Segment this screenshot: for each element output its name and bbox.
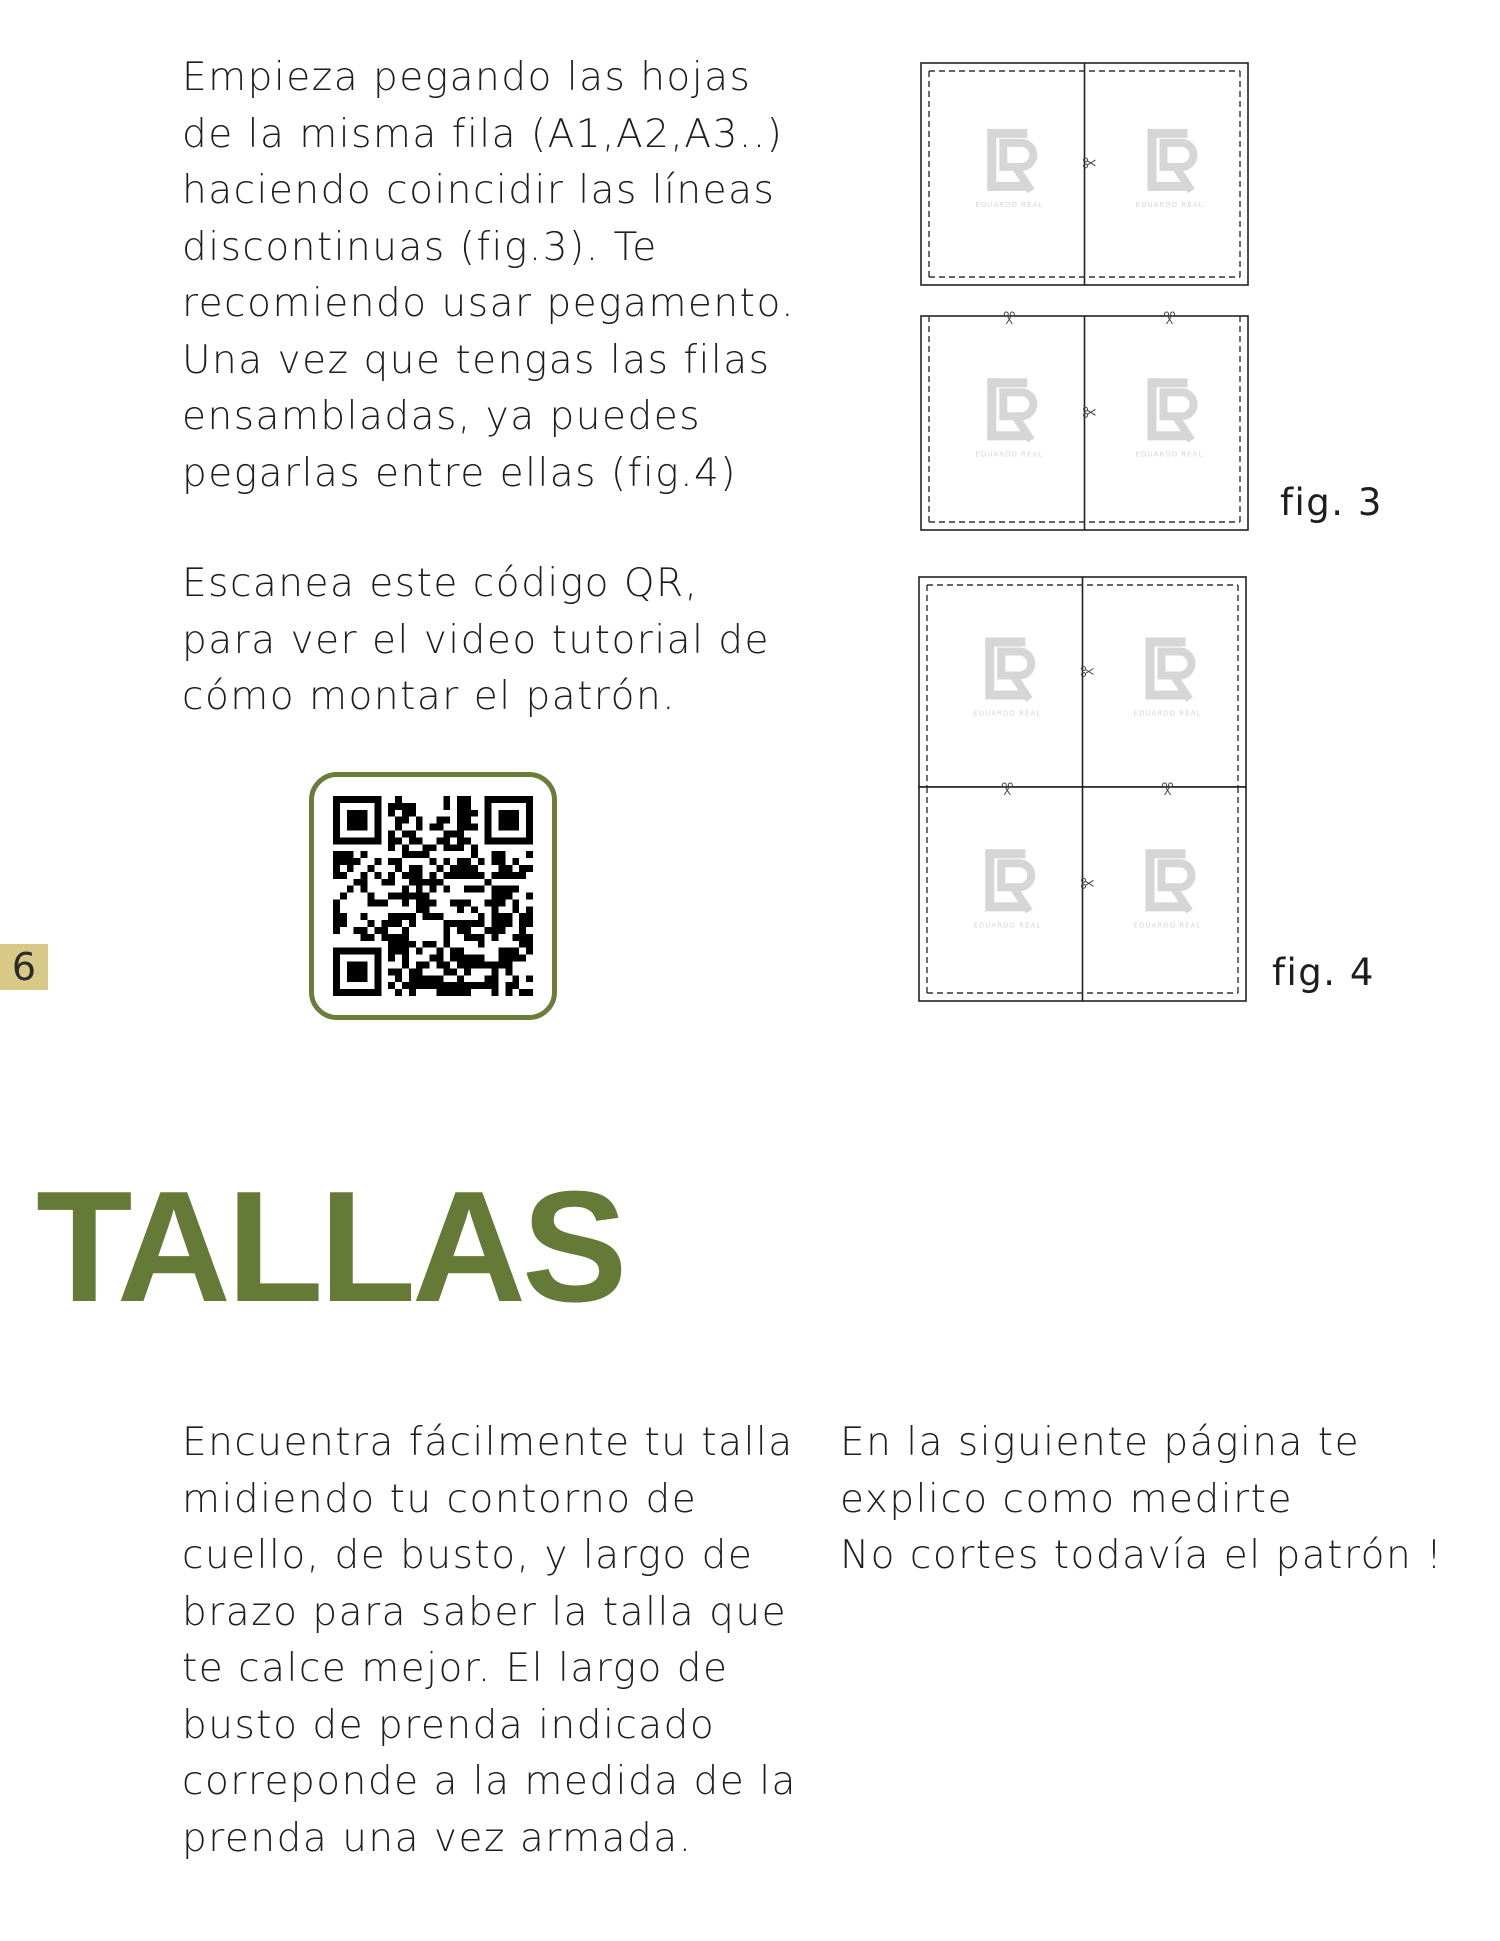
svg-text:EDUARDO REAL: EDUARDO REAL (975, 450, 1044, 459)
section-title: TALLAS (36, 1159, 624, 1335)
sizes-note-text: En la siguiente página te explico como medirte No cortes todavía el patrón ! (840, 1420, 1444, 1578)
svg-text:EDUARDO REAL: EDUARDO REAL (1135, 200, 1204, 209)
page-number: 6 (0, 944, 48, 990)
svg-text:EDUARDO REAL: EDUARDO REAL (1133, 709, 1202, 718)
sizes-intro-text: Encuentra fácilmente tu talla midiendo tu contorno de cuello, de busto, y largo de brazo para saber la talla que te calce mejor. El largo de busto de prenda indicado correponde a la medida de la prenda una vez armada. (182, 1420, 797, 1861)
qr-instructions: Escanea este código QR, para ver el video tutorial de cómo montar el patrón. (182, 561, 771, 719)
qr-code[interactable] (309, 772, 557, 1020)
svg-text:EDUARDO REAL: EDUARDO REAL (973, 921, 1042, 930)
fig4-caption: fig. 4 (1272, 951, 1375, 994)
svg-text:EDUARDO REAL: EDUARDO REAL (973, 709, 1042, 718)
fig3-bottom-row (921, 316, 1248, 530)
fig3-diagram (920, 62, 1250, 532)
fig4-diagram (918, 576, 1248, 1004)
fig3-caption: fig. 3 (1280, 481, 1383, 524)
svg-text:EDUARDO REAL: EDUARDO REAL (1133, 921, 1202, 930)
fig4-bottom-row (919, 787, 1246, 1001)
fig3-top-row (921, 63, 1248, 285)
assembly-instructions: Empieza pegando las hojas de la misma fila (A1,A2,A3..) haciendo coincidir las líneas discontinuas (fig.3). Te recomiendo usar pegamento. Una vez que tengas las filas ensambladas, ya puedes pegarlas entre ellas (fig.4) (182, 55, 796, 496)
svg-text:EDUARDO REAL: EDUARDO REAL (1135, 450, 1204, 459)
svg-text:EDUARDO REAL: EDUARDO REAL (975, 200, 1044, 209)
fig4-top-row (919, 577, 1246, 787)
qr-code-image (333, 796, 533, 996)
